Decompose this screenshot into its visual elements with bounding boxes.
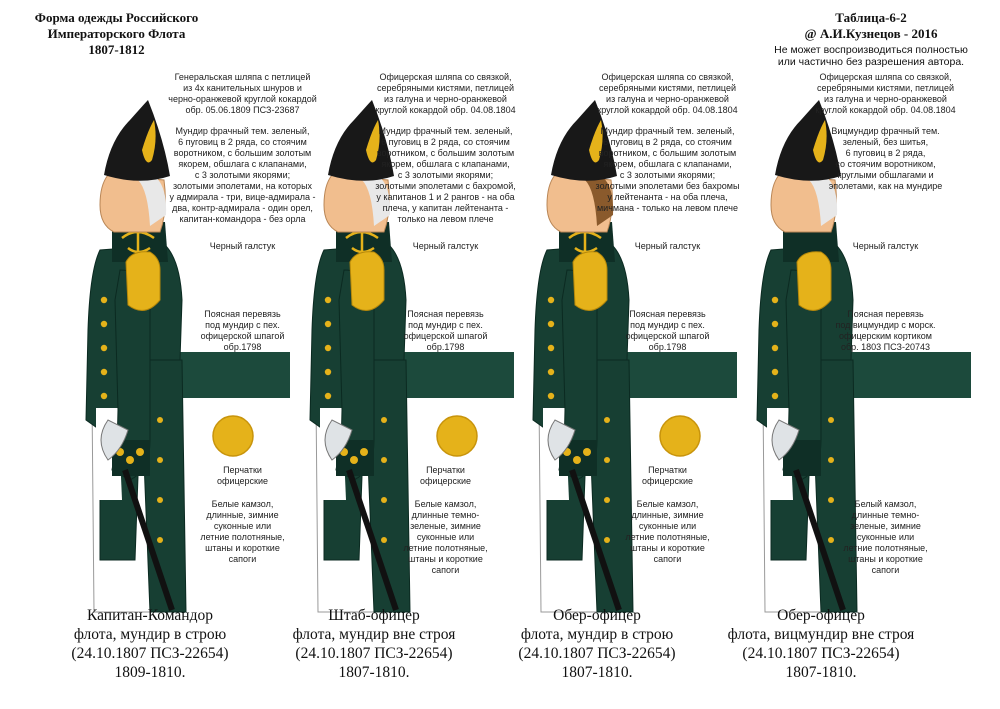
sheet-title-line: Императорского Флота <box>47 26 186 41</box>
uniform-note-line: Мундир фрачный тем. зеленый, <box>378 126 513 136</box>
cuff-anchor <box>136 448 144 456</box>
uniform-note-line: 6 пуговиц в 2 ряда, со стоячим <box>178 137 307 147</box>
vest-note-line: сапоги <box>431 565 460 575</box>
uniform-note <box>808 126 963 192</box>
coat-button <box>772 345 778 351</box>
belt-note-line: Поясная перевязь <box>204 309 281 319</box>
plate-caption <box>706 606 936 682</box>
sheet-title-line: 1807-1812 <box>88 42 145 57</box>
coat-button <box>772 393 778 399</box>
plate-caption-line: 1807-1810. <box>561 664 633 681</box>
tail-button <box>157 457 163 463</box>
cuff-anchor <box>573 456 581 464</box>
coat-button <box>101 369 107 375</box>
gloves-note-line: офицерские <box>217 476 268 486</box>
uniform-note-line: зеленый, без шитья, <box>842 137 929 147</box>
belt-note-line: под мундир с пех. <box>630 320 705 330</box>
vest-note-line: штаны и короткие <box>408 554 483 564</box>
uniform-note-line: у адмирала - три, вице-адмирала - <box>169 192 316 202</box>
vest-note-line: суконные или <box>638 521 697 531</box>
coat-button <box>325 345 331 351</box>
gloves-note-line: офицерские <box>420 476 471 486</box>
belt-note-line: под мундир с пех. <box>408 320 483 330</box>
uniform-note-line: с 3 золотыми якорями; <box>194 170 291 180</box>
coat-button <box>325 369 331 375</box>
uniform-note-line: воротником, с большим золотым <box>173 148 312 158</box>
uniform-note-line: якорем, обшлага с клапанами, <box>603 159 732 169</box>
copyright-note: Не может воспроизводиться полностью или частично без разрешения автора. <box>774 44 968 68</box>
vest-note-line: штаны и короткие <box>630 543 705 553</box>
belt-note-line: обр.1798 <box>223 342 262 352</box>
hat-note-line: серебряными кистями, петлицей <box>598 83 737 93</box>
uniform-note-line: 6 пуговиц в 2 ряда, со стоячим <box>381 137 510 147</box>
epaulette <box>126 252 160 311</box>
tail-button <box>157 417 163 423</box>
vest-note-line: сапоги <box>228 554 257 564</box>
uniform-note-line: капитан-командора - без орла <box>179 214 306 224</box>
coat-button <box>325 393 331 399</box>
tail-button <box>828 417 834 423</box>
belt-note-line: обр.1798 <box>426 342 465 352</box>
coat-button <box>772 297 778 303</box>
gloves-note-line: офицерские <box>642 476 693 486</box>
vest-note-line: летние полотняные, <box>403 543 488 553</box>
coat-button <box>548 345 554 351</box>
coat-button <box>548 297 554 303</box>
vest-note-line: зеленые, зимние <box>410 521 481 531</box>
tie-note-line: Черный галстук <box>209 241 276 251</box>
hat-note-line: Офицерская шляпа со связкой, <box>379 72 512 82</box>
plate-caption-line: (24.10.1807 ПСЗ-22654) <box>295 645 453 662</box>
coat-button <box>325 321 331 327</box>
plate-caption-line: 1809-1810. <box>114 664 186 681</box>
plate-caption-line: (24.10.1807 ПСЗ-22654) <box>71 645 229 662</box>
plate-caption-line: Обер-офицер <box>553 607 641 624</box>
hat-note-line: круглой кокардой обр. 04.08.1804 <box>597 105 738 115</box>
uniform-note-line: только на левом плече <box>397 214 494 224</box>
belt-note-line: Поясная перевязь <box>407 309 484 319</box>
belt-note-line: Поясная перевязь <box>629 309 706 319</box>
uniform-note-line: золотыми эполетами без бахромы <box>595 181 740 191</box>
tail-button <box>604 417 610 423</box>
coat-button <box>548 393 554 399</box>
hat-note-line: Офицерская шляпа со связкой, <box>601 72 734 82</box>
vest-note-line: зеленые, зимние <box>850 521 921 531</box>
vest-note-line: летние полотняные, <box>625 532 710 542</box>
hat-note-line: из 4х канительных шнуров и <box>183 83 302 93</box>
belt-note-line: офицерской шпагой <box>403 331 488 341</box>
hat-note-line: обр. 05.06.1809 ПСЗ-23687 <box>185 105 300 115</box>
uniform-note-line: 6 пуговиц в 2 ряда, со стоячим <box>603 137 732 147</box>
plate-caption-line: флота, мундир в строю <box>520 626 674 643</box>
coat-button <box>101 321 107 327</box>
vest-note-line: летние полотняные, <box>200 532 285 542</box>
uniform-note-line: воротником, с большим золотым <box>376 148 515 158</box>
uniform-note-line: Мундир фрачный тем. зеленый, <box>175 126 310 136</box>
uniform-note-line: у капитанов 1 и 2 рангов - на оба <box>376 192 515 202</box>
table-number: Таблица-6-2 <box>835 10 907 25</box>
cuff-anchor <box>350 456 358 464</box>
tail-button <box>381 417 387 423</box>
hat-note-line: из галуна и черно-оранжевой <box>384 94 507 104</box>
belt-note-line: под вицмундир с морск. <box>835 320 936 330</box>
vest-note-line: летние полотняные, <box>843 543 928 553</box>
belt-note-line: обр.1798 <box>648 342 687 352</box>
uniform-note-line: со стоячим воротником, <box>835 159 936 169</box>
coat-button <box>101 393 107 399</box>
bicorne-hat <box>104 100 170 181</box>
tie-note-line: Черный галстук <box>634 241 701 251</box>
hat-note-line: из галуна и черно-оранжевой <box>824 94 947 104</box>
plate-caption-line: флота, мундир вне строя <box>292 626 456 643</box>
hat-note-line: из галуна и черно-оранжевой <box>606 94 729 104</box>
plate-caption-line: флота, вицмундир вне строя <box>727 626 915 643</box>
uniform-note-line: круглыми обшлагами и <box>837 170 934 180</box>
plate-caption-line: 1807-1810. <box>338 664 410 681</box>
tail-button <box>381 457 387 463</box>
uniform-note-line: якорем, обшлага с клапанами, <box>381 159 510 169</box>
vest-note-line: Белые камзол, <box>211 499 274 509</box>
epaulette <box>797 252 831 311</box>
vest-note-line: сапоги <box>653 554 682 564</box>
plate-caption-line: (24.10.1807 ПСЗ-22654) <box>518 645 676 662</box>
cuff-anchor <box>126 456 134 464</box>
uniform-note-line: мичмана - только на левом плече <box>596 203 739 213</box>
uniform-note-line: с 3 золотыми якорями; <box>619 170 716 180</box>
uniform-note-line: 6 пуговиц в 2 ряда, <box>845 148 926 158</box>
hat-note-line: серебряными кистями, петлицей <box>816 83 955 93</box>
gloves-note-line: Перчатки <box>648 465 687 475</box>
plate-caption-line: 1807-1810. <box>785 664 857 681</box>
hat-note-line: серебряными кистями, петлицей <box>376 83 515 93</box>
uniform-note-line: два, контр-адмирала - один орел, <box>172 203 313 213</box>
plate-caption-line: флота, мундир в строю <box>73 626 227 643</box>
plate-caption-line: Капитан-Командор <box>87 607 213 624</box>
hat-note-line: круглой кокардой обр. 04.08.1804 <box>375 105 516 115</box>
vest-note-line: штаны и короткие <box>205 543 280 553</box>
coat-button <box>772 369 778 375</box>
plate-caption-line: Обер-офицер <box>777 607 865 624</box>
vest-note-line: суконные или <box>213 521 272 531</box>
gloves-note-line: Перчатки <box>223 465 262 475</box>
uniform-note-line: якорем, обшлага с клапанами, <box>178 159 307 169</box>
coat-button <box>101 345 107 351</box>
vest-note-line: длинные темно- <box>411 510 480 520</box>
uniform-note-line: золотыми эполетами с бахромой, <box>375 181 516 191</box>
tie-note-line: Черный галстук <box>852 241 919 251</box>
vest-note-line: длинные, зимние <box>631 510 704 520</box>
hat-note-line: черно-оранжевой круглой кокардой <box>168 94 317 104</box>
tail-button <box>604 457 610 463</box>
belt-note-line: офицерским кортиком <box>839 331 932 341</box>
coat-button <box>548 369 554 375</box>
tail-button <box>828 457 834 463</box>
uniform-note-line: Мундир фрачный тем. зеленый, <box>600 126 735 136</box>
belt-note <box>808 309 963 353</box>
hat-note <box>808 72 963 116</box>
hat-note-line: Офицерская шляпа со связкой, <box>819 72 952 82</box>
uniform-note-line: плеча, у капитан лейтенанта - <box>382 203 509 213</box>
cuff-anchor <box>360 448 368 456</box>
sheet-title-line: Форма одежды Российского <box>34 10 199 25</box>
cuff-anchor <box>583 448 591 456</box>
vest-note-line: Белые камзол, <box>636 499 699 509</box>
epaulette <box>350 252 384 311</box>
uniform-note-line: с 3 золотыми якорями; <box>397 170 494 180</box>
vest-note-line: суконные или <box>416 532 475 542</box>
coat-button <box>548 321 554 327</box>
plate-caption-line: Штаб-офицер <box>328 607 420 624</box>
uniform-note-line: Вицмундир фрачный тем. <box>831 126 940 136</box>
hat-note-line: Генеральская шляпа с петлицей <box>174 72 311 82</box>
gloves-note-line: Перчатки <box>426 465 465 475</box>
vest-note-line: Белые камзол, <box>414 499 477 509</box>
epaulette <box>573 252 607 311</box>
vest-note-line: суконные или <box>856 532 915 542</box>
belt-note-line: офицерской шпагой <box>625 331 710 341</box>
plate-caption-line: (24.10.1807 ПСЗ-22654) <box>742 645 900 662</box>
tail-button <box>157 497 163 503</box>
coat-button <box>325 297 331 303</box>
belt-note-line: Поясная перевязь <box>847 309 924 319</box>
vest-note-line: Белый камзол, <box>854 499 917 509</box>
coat-button <box>772 321 778 327</box>
uniform-note-line: золотыми эполетами, на которых <box>172 181 313 191</box>
tie-note-line: Черный галстук <box>412 241 479 251</box>
coat-button <box>101 297 107 303</box>
tie-note <box>808 241 963 252</box>
uniform-note-line: воротником, с большим золотым <box>598 148 737 158</box>
hat-note-line: круглой кокардой обр. 04.08.1804 <box>815 105 956 115</box>
belt-note-line: обр. 1803 ПСЗ-20743 <box>840 342 930 352</box>
vest-note-line: длинные темно- <box>851 510 920 520</box>
vest-note-line: штаны и короткие <box>848 554 923 564</box>
uniform-note-line: у лейтенанта - на оба плеча, <box>607 192 728 202</box>
belt-note-line: под мундир с пех. <box>205 320 280 330</box>
belt-note-line: офицерской шпагой <box>200 331 285 341</box>
author-copyright: @ А.И.Кузнецов - 2016 <box>804 26 938 41</box>
vest-note-line: сапоги <box>871 565 900 575</box>
tail-button <box>157 537 163 543</box>
vest-note-line: длинные, зимние <box>206 510 279 520</box>
uniform-note-line: эполетами, как на мундире <box>828 181 943 191</box>
vest-note <box>808 499 963 576</box>
